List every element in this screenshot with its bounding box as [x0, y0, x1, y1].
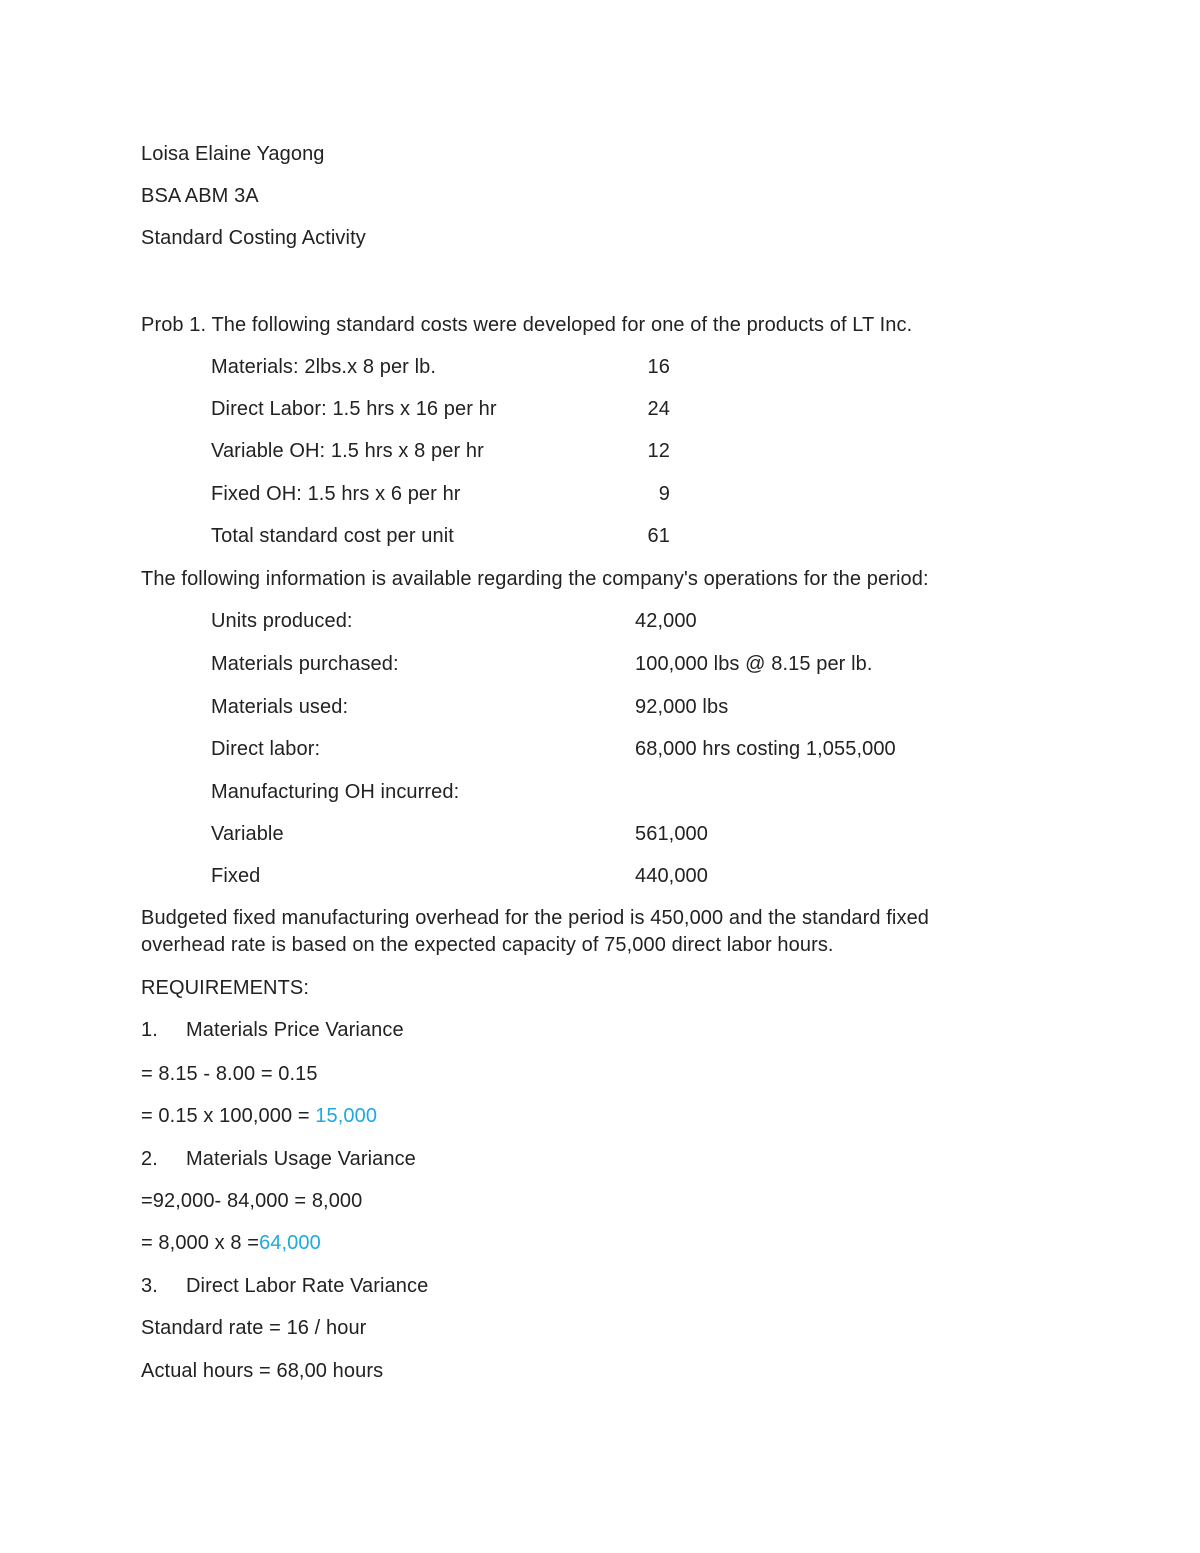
operations-row — [211, 694, 1011, 720]
requirement-number: 3. — [141, 1275, 158, 1297]
operations-row — [211, 736, 1011, 762]
operations-value: 42,000 — [635, 610, 697, 632]
operations-value: 92,000 lbs — [635, 696, 729, 718]
standard-cost-row — [211, 354, 1011, 380]
standard-cost-value: 9 — [658, 483, 670, 505]
requirement-item — [141, 1146, 416, 1172]
operations-row — [211, 651, 1011, 677]
operations-label: Manufacturing OH incurred: — [211, 781, 460, 803]
standard-cost-value: 61 — [647, 525, 670, 547]
requirement-title: Direct Labor Rate Variance — [186, 1275, 429, 1297]
activity-title: Standard Costing Activity — [141, 227, 366, 249]
student-section: BSA ABM 3A — [141, 185, 259, 207]
operations-row — [211, 779, 1011, 805]
calculation-line — [141, 1230, 321, 1256]
standard-cost-row — [211, 396, 1011, 422]
operations-row — [211, 608, 1011, 634]
operations-label: Materials purchased: — [211, 653, 399, 675]
requirement-number: 1. — [141, 1019, 158, 1041]
requirements-heading: REQUIREMENTS: — [141, 977, 309, 999]
problem-intro: Prob 1. The following standard costs were developed for one of the products of LT Inc. — [141, 314, 913, 336]
calculation-text: = 8,000 x 8 = — [141, 1232, 260, 1254]
operations-label: Units produced: — [211, 610, 353, 632]
calculation-line: = 8.15 - 8.00 = 0.15 — [141, 1063, 318, 1085]
standard-cost-value: 16 — [647, 356, 670, 378]
standard-cost-value: 12 — [647, 440, 670, 462]
operations-label: Variable — [211, 823, 284, 845]
calculation-text: = 0.15 x 100,000 = — [141, 1105, 316, 1127]
operations-row — [211, 863, 1011, 889]
standard-cost-row — [211, 438, 1011, 464]
operations-label: Materials used: — [211, 696, 349, 718]
calculation-line — [141, 1103, 377, 1129]
operations-value: 561,000 — [635, 823, 708, 845]
student-name: Loisa Elaine Yagong — [141, 143, 325, 165]
answer-value: 64,000 — [259, 1232, 321, 1254]
operations-row — [211, 821, 1011, 847]
calculation-line: Actual hours = 68,00 hours — [141, 1360, 384, 1382]
standard-cost-total-row — [211, 523, 1011, 549]
operations-value: 100,000 lbs @ 8.15 per lb. — [635, 653, 873, 675]
operations-label: Direct labor: — [211, 738, 321, 760]
requirement-item — [141, 1273, 428, 1299]
requirement-title: Materials Price Variance — [186, 1019, 404, 1041]
standard-cost-label: Total standard cost per unit — [211, 525, 454, 547]
operations-value: 440,000 — [635, 865, 708, 887]
requirement-item — [141, 1017, 404, 1043]
standard-cost-value: 24 — [647, 398, 670, 420]
standard-cost-label: Fixed OH: 1.5 hrs x 6 per hr — [211, 483, 461, 505]
requirement-title: Materials Usage Variance — [186, 1148, 416, 1170]
standard-cost-label: Materials: 2lbs.x 8 per lb. — [211, 356, 437, 378]
answer-value: 15,000 — [315, 1105, 378, 1127]
operations-label: Fixed — [211, 865, 261, 887]
requirement-number: 2. — [141, 1148, 158, 1170]
info-intro: The following information is available regarding the company's operations for the period: — [141, 568, 929, 590]
standard-cost-row — [211, 481, 1011, 507]
standard-cost-label: Variable OH: 1.5 hrs x 8 per hr — [211, 440, 484, 462]
calculation-line: Standard rate = 16 / hour — [141, 1317, 367, 1339]
standard-cost-label: Direct Labor: 1.5 hrs x 16 per hr — [211, 398, 497, 420]
budget-note: Budgeted fixed manufacturing overhead for the period is 450,000 and the standard fixed overhead rate is based on the expected capacity of 75,000 direct labor hours. — [141, 907, 930, 956]
operations-value: 68,000 hrs costing 1,055,000 — [635, 738, 896, 760]
calculation-line: =92,000- 84,000 = 8,000 — [141, 1190, 363, 1212]
